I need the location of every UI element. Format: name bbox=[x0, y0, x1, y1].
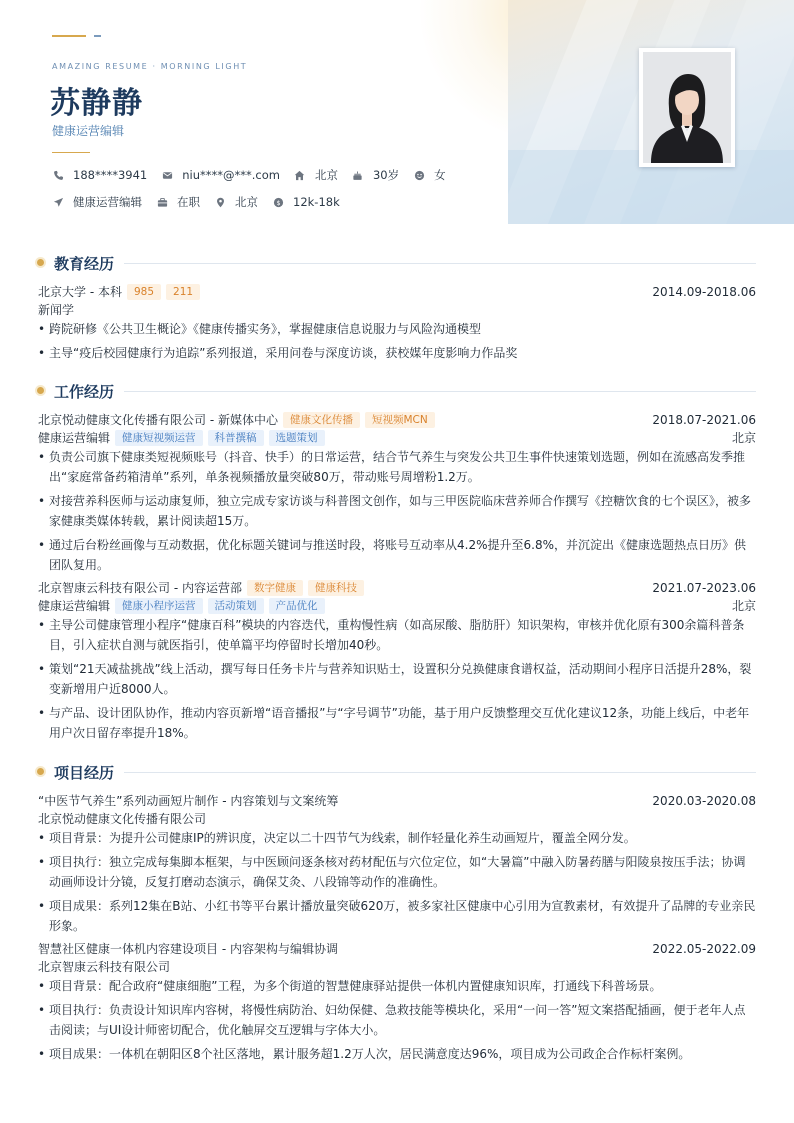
target-position-info bbox=[52, 194, 142, 210]
age-info bbox=[352, 167, 399, 183]
education-bullet: • 跨院研修《公共卫生概论》《健康传播实务》，掌握健康信息说服力与风险沟通模型 bbox=[38, 322, 482, 336]
section-divider bbox=[124, 772, 756, 773]
phone-info bbox=[52, 168, 147, 182]
work-bullet: • 策划“21天减盐挑战”线上活动，撰写每日任务卡片与营养知识贴士，设置积分兑换健康食谱权益，活动期间小程序日活提升28%，裂变新增用户近8000人。 bbox=[38, 662, 752, 696]
education-bullet: • 主导“疫后校园健康行为追踪”系列报道，采用问卷与深度访谈，获校媒年度影响力作品奖 bbox=[38, 346, 518, 360]
job-status-info bbox=[156, 194, 200, 210]
project-period: 2022.05-2022.09 bbox=[652, 942, 756, 956]
school-tag: 985 bbox=[127, 284, 161, 300]
company-name: 北京智康云科技有限公司 - 内容运营部 bbox=[38, 581, 242, 595]
project-name: 智慧社区健康一体机内容建设项目 - 内容架构与编辑协调 bbox=[38, 942, 338, 956]
role-tag: 健康短视频运营 bbox=[115, 430, 203, 446]
company-tag: 健康科技 bbox=[308, 580, 364, 596]
work-role-line bbox=[38, 429, 756, 447]
role-tag: 选题策划 bbox=[269, 430, 325, 446]
contact-info-row bbox=[52, 167, 460, 183]
work-bullet: • 对接营养科医师与运动康复师，独立完成专家访谈与科普图文创作，如与三甲医院临床营养师合作撰写《控糖饮食的七个误区》，被多家健康类媒体转载，累计阅读超15万。 bbox=[38, 494, 752, 528]
section-title: 工作经历 bbox=[54, 383, 115, 401]
role-name: 健康运营编辑 bbox=[38, 599, 111, 613]
gender-info bbox=[413, 167, 446, 183]
age-value: 30岁 bbox=[372, 168, 400, 182]
project-bullet: • 项目成果：一体机在朝阳区8个社区落地，累计服务超1.2万人次，居民满意度达96%，项目成为公司政企合作标杆案例。 bbox=[38, 1047, 691, 1061]
company-tag: 健康文化传播 bbox=[283, 412, 360, 428]
project-organization: 北京智康云科技有限公司 bbox=[38, 960, 171, 974]
project-title-line bbox=[38, 792, 756, 810]
work-location: 北京 bbox=[731, 599, 756, 613]
section-bullet-dot bbox=[37, 768, 44, 775]
work-company-line bbox=[38, 411, 756, 429]
job-intent-row bbox=[52, 194, 354, 210]
company-tag: 数字健康 bbox=[247, 580, 303, 596]
section-education-header bbox=[34, 253, 756, 275]
accent-line-short bbox=[94, 35, 101, 37]
section-divider bbox=[124, 263, 756, 264]
section-title: 项目经历 bbox=[54, 764, 115, 782]
email-info bbox=[161, 168, 280, 182]
section-bullet-dot bbox=[37, 259, 44, 266]
work-bullet: • 与产品、设计团队协作，推动内容页新增“语音播报”与“字号调节”功能，基于用户反馈整理交互优化建议12条，功能上线后，中老年用户次日留存率提升18%。 bbox=[38, 706, 750, 740]
target-position: 健康运营编辑 bbox=[73, 195, 142, 209]
candidate-name: 苏静静 bbox=[50, 86, 143, 121]
home-icon bbox=[294, 169, 306, 181]
job-status: 在职 bbox=[177, 195, 200, 209]
location-pin-icon bbox=[214, 196, 226, 208]
education-school-line bbox=[38, 283, 756, 301]
target-city: 北京 bbox=[235, 195, 258, 209]
send-icon bbox=[52, 196, 64, 208]
section-bullet-dot bbox=[37, 387, 44, 394]
role-name: 健康运营编辑 bbox=[38, 431, 111, 445]
project-bullet: • 项目背景：配合政府“健康细胞”工程，为多个街道的智慧健康驿站提供一体机内置健康知识库，打通线下科普场景。 bbox=[38, 979, 662, 993]
accent-line bbox=[52, 35, 86, 37]
work-period: 2021.07-2023.06 bbox=[652, 581, 756, 595]
expected-salary: 12k-18k bbox=[293, 195, 340, 209]
cake-icon bbox=[352, 169, 364, 181]
svg-text:$: $ bbox=[275, 198, 281, 207]
resume-header bbox=[0, 0, 794, 224]
phone-number: 188****3941 bbox=[73, 168, 148, 182]
work-bullet: • 通过后台粉丝画像与互动数据，优化标题关键词与推送时段，将账号互动率从4.2%提升至6.8%，并沉淀出《健康选题热点日历》供团队复用。 bbox=[38, 538, 746, 572]
project-organization: 北京悦动健康文化传播有限公司 bbox=[38, 812, 207, 826]
salary-icon bbox=[272, 196, 284, 208]
project-period: 2020.03-2020.08 bbox=[652, 794, 756, 808]
residence-city: 北京 bbox=[314, 168, 338, 182]
role-tag: 科普撰稿 bbox=[208, 430, 264, 446]
phone-icon bbox=[52, 169, 64, 181]
work-bullet: • 主导公司健康管理小程序“健康百科”模块的内容迭代，重构慢性病（如高尿酸、脂肪肝）知识架构，审核并优化原有300余篇科普条目，引入症状自测与就医指引，使单篇平均停留时长增加40秒。 bbox=[38, 618, 745, 652]
role-tag: 产品优化 bbox=[269, 598, 325, 614]
mail-icon bbox=[161, 169, 173, 181]
section-project-header bbox=[34, 762, 756, 784]
work-role-line bbox=[38, 597, 756, 615]
school-name: 北京大学 - 本科 bbox=[38, 285, 122, 299]
profile-photo bbox=[643, 52, 731, 163]
gender-value: 女 bbox=[434, 168, 446, 182]
email-address: niu****@***.com bbox=[182, 168, 280, 182]
project-name: “中医节气养生”系列动画短片制作 - 内容策划与文案统筹 bbox=[38, 794, 339, 808]
company-name: 北京悦动健康文化传播有限公司 - 新媒体中心 bbox=[38, 413, 278, 427]
project-bullet: • 项目背景：为提升公司健康IP的辨识度，决定以二十四节气为线索，制作轻量化养生动画短片，覆盖全网分发。 bbox=[38, 831, 636, 845]
company-tag: 短视频MCN bbox=[365, 412, 435, 428]
work-location: 北京 bbox=[731, 431, 756, 445]
project-bullet: • 项目执行：负责设计知识库内容树，将慢性病防治、妇幼保健、急救技能等模块化，采用“一问一答”短文案搭配插画，便于老年人点击阅读；与UI设计师密切配合，优化触屏交互逻辑与字体大小。 bbox=[38, 1003, 746, 1037]
candidate-title: 健康运营编辑 bbox=[52, 124, 125, 138]
education-major: 新闻学 bbox=[38, 303, 75, 317]
project-title-line bbox=[38, 940, 756, 958]
work-bullet: • 负责公司旗下健康类短视频账号（抖音、快手）的日常运营，结合节气养生与突发公共卫生事件快速策划选题，例如在流感高发季推出“家庭常备药箱清单”系列，单条视频播放量突破80万，带动账号周增粉1.2万。 bbox=[38, 450, 746, 484]
section-title: 教育经历 bbox=[54, 255, 115, 273]
school-tag: 211 bbox=[166, 284, 200, 300]
residence-info bbox=[294, 167, 338, 183]
target-city-info bbox=[214, 194, 258, 210]
work-company-line bbox=[38, 579, 756, 597]
role-tag: 活动策划 bbox=[208, 598, 264, 614]
role-tag: 健康小程序运营 bbox=[115, 598, 203, 614]
briefcase-icon bbox=[156, 196, 168, 208]
section-divider bbox=[124, 391, 756, 392]
section-work-header bbox=[34, 381, 756, 403]
salary-info bbox=[272, 195, 340, 209]
education-period: 2014.09-2018.06 bbox=[652, 285, 756, 299]
profile-photo-frame bbox=[639, 48, 735, 167]
project-bullet: • 项目执行：独立完成每集脚本框架，与中医顾问逐条核对药材配伍与穴位定位，如“大暑篇”中融入防暑药膳与阳陵泉按压手法；协调动画师设计分镜，反复打磨动态演示，确保艾灸、八段锦等动作的准确性。 bbox=[38, 855, 746, 889]
gender-icon bbox=[413, 169, 425, 181]
project-bullet: • 项目成果：系列12集在B站、小红书等平台累计播放量突破620万，被多家社区健康中心引用为宣教素材，有效提升了品牌的专业亲民形象。 bbox=[38, 899, 756, 933]
title-divider bbox=[52, 152, 90, 153]
work-period: 2018.07-2021.06 bbox=[652, 413, 756, 427]
resume-tagline: AMAZING RESUME · MORNING LIGHT bbox=[52, 62, 248, 71]
